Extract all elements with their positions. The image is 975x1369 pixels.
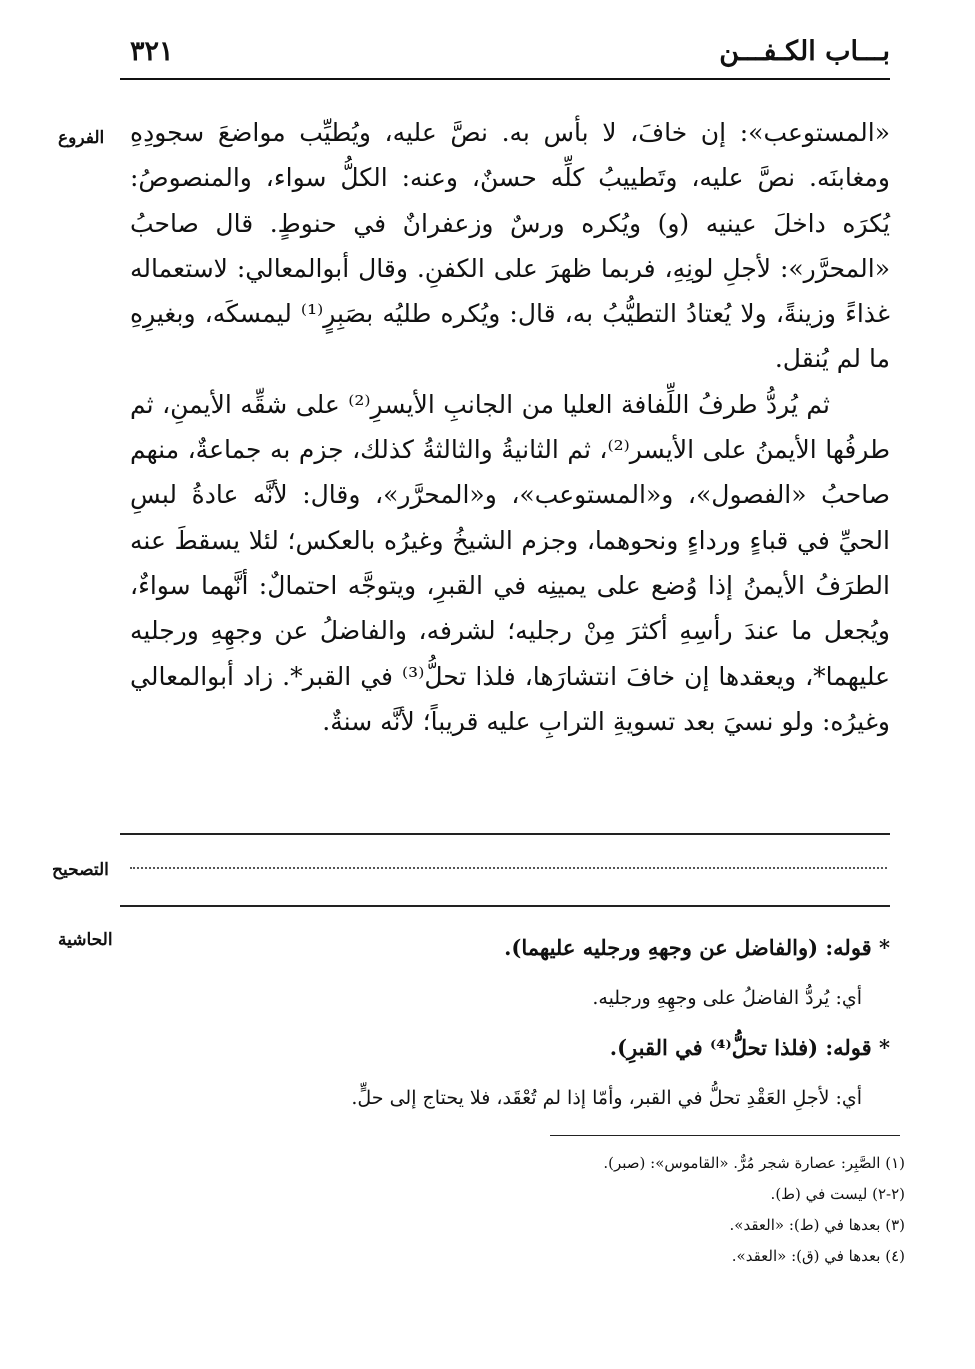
hashiya-section [130, 928, 890, 1128]
hashiya-gloss-2: أي: لأجلِ العَقْدِ تحلُّ في القبر، وأمّا إذا لم تُعْقَد، فلا يحتاج إلى حلٍّ. [351, 1087, 862, 1109]
tashih-dotted-line [130, 867, 887, 869]
main-text [130, 110, 890, 744]
side-label-furu: الفروع [58, 128, 105, 148]
main-paragraph-2: ثم يُردُّ طرفُ اللِّفافة العليا من الجانبِ الأيسرِ⁽²⁾ على شقِّه الأيمنِ، ثم طرفُها الأيمنُ على الأيسر⁽²⁾، ثم الثانيةُ والثالثةُ كذلك، جزم به جماعةٌ، منهم صاحبُ «الفصول»، و«المستوعب»، و«المحرَّر»، وقال: لأنَّه عادةُ لبسِ الحيِّ في قباءٍ ورداءٍ ونحوهما، وجزم الشيخُ وغيرُه بالعكس؛ لئلا يسقطَ عنه الطرَفُ الأيمنُ إذا وُضع على يمينِه في القبرِ، ويتوجَّه احتمالٌ: أنَّهما سواءٌ، ويُجعل ما عندَ رأسِهِ أكثرَ مِنْ رجليه؛ لشرفه، والفاضلُ عن وجهِهِ ورجليه عليهما*، ويعقدها إن خافَ انتشارَها، فلذا تحلُّ⁽³⁾ في القبر*. زاد أبوالمعالي وغيرُه: ولو نسيَ بعد تسويةِ الترابِ عليه قريباً؛ لأنَّه سنةٌ. [130, 389, 891, 736]
footnotes [120, 1148, 905, 1272]
chapter-title: بـــاب الكـفـــن [719, 36, 890, 67]
hashiya-gloss-1: أي: يُردُّ الفاضلُ على وجهِهِ ورجليه. [592, 987, 862, 1009]
page-number: ٣٢١ [130, 36, 174, 67]
footnote-1: (١) الصَّبِر: عصارة شجر مُرٌّ. «القاموس»: (صبر). [603, 1154, 905, 1172]
page-header [120, 30, 890, 80]
footnote-3: (٣) بعدها في (ط): «العقد». [729, 1216, 905, 1234]
side-label-tashih: التصحيح [52, 860, 109, 880]
footnote-2: (٢-٢) ليست في (ط). [770, 1185, 905, 1203]
main-paragraph-1: «المستوعب»: إن خافَ، لا بأس به. نصَّ عليه، ويُطيِّب مواضعَ سجودِهِ ومغابنَه. نصَّ عليه، وتَطييبُ كلِّه حسنٌ، وعنه: الكلُّ سواء، والمنصوصُ: يُكرَه داخلَ عينيه (و) ويُكره ورسٌ وزعفرانٌ في حنوطٍ. قال صاحبُ «المحرَّر»: لأجلِ لونِهِ، فربما ظهرَ على الكفنِ. وقال أبوالمعالي: لاستعماله غذاءً وزينةً، ولا يُعتادُ التطيُّبُ به، قال: ويُكره طليُه بصَبِرٍ⁽¹⁾ ليمسكَه، وبغيرِهِ ما لم يُنقل. [130, 118, 890, 374]
header-rule [120, 78, 890, 80]
footnote-rule [550, 1135, 900, 1136]
hashiya-entry-2: * قوله: (فلذا تحلُّ⁽⁴⁾ في القبرِ). [609, 1035, 890, 1060]
footnote-4: (٤) بعدها في (ق): «العقد». [731, 1247, 905, 1265]
side-label-hashiya: الحاشية [58, 930, 113, 950]
tashih-top-rule [120, 833, 890, 835]
tashih-bottom-rule [120, 905, 890, 907]
hashiya-entry-1: * قوله: (والفاضل عن وجههِ ورجليه عليهما). [504, 935, 890, 960]
